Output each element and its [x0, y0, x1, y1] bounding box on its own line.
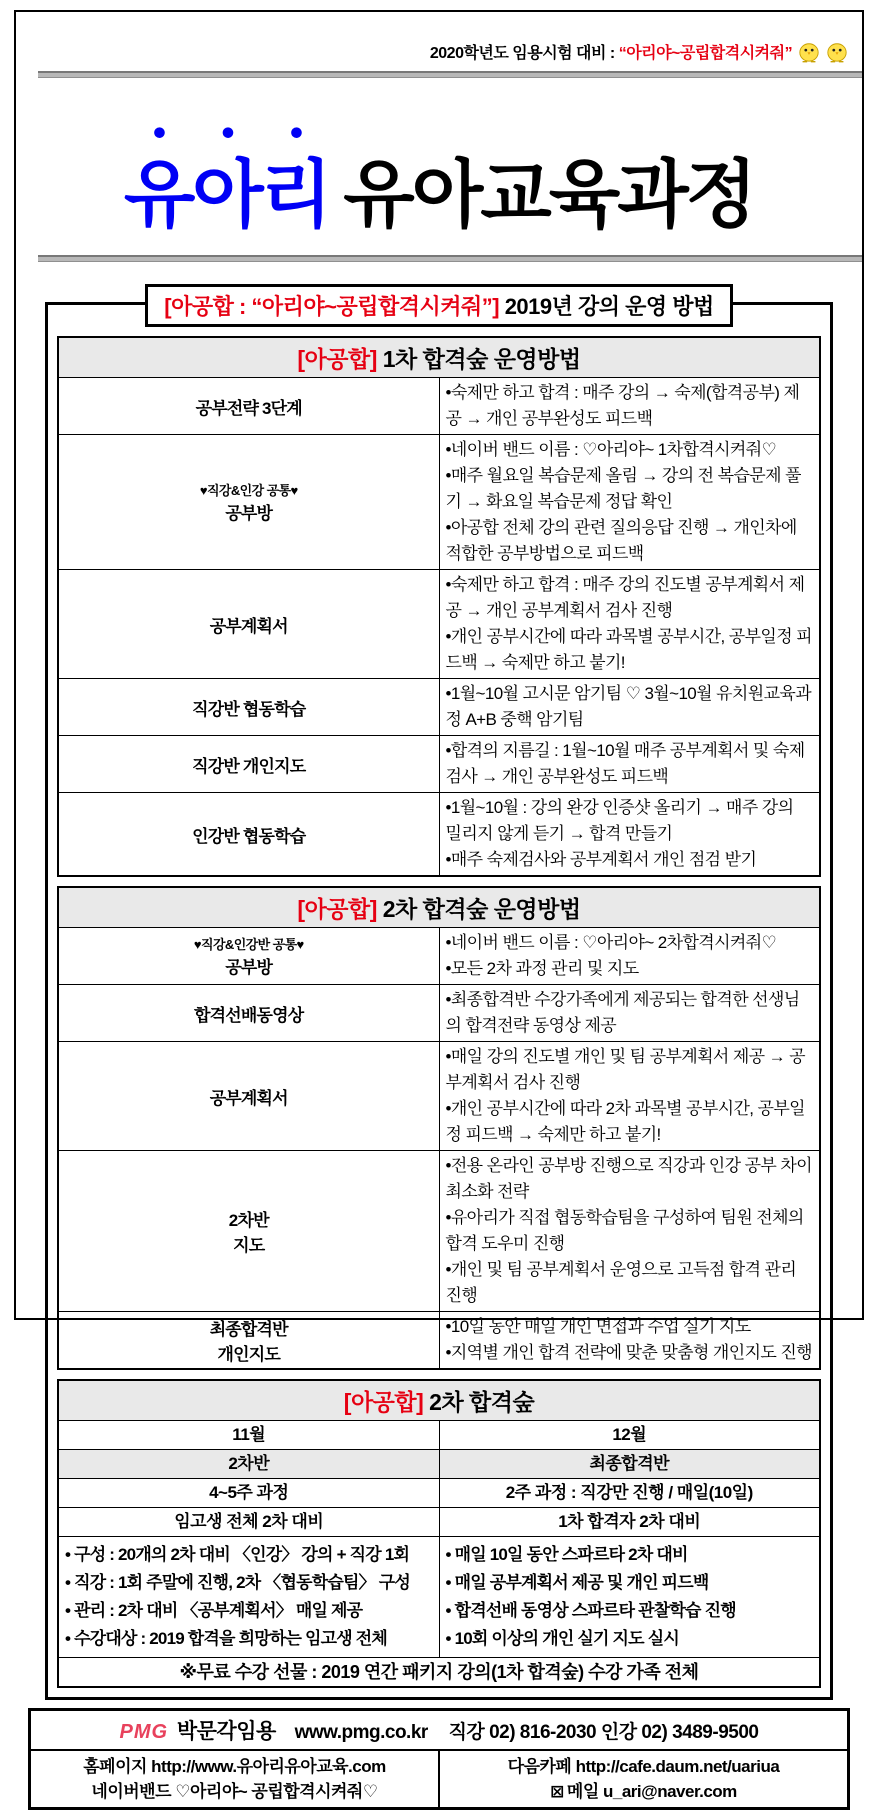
- month-row: [58, 1421, 820, 1450]
- bullet-line: •네이버 밴드 이름 : ♡아리야~ 1차합격시켜줘♡: [445, 440, 777, 460]
- page-title: [16, 78, 862, 247]
- details-cell-left: [58, 1537, 439, 1658]
- row-content: [439, 435, 820, 570]
- table-round2-operations: [57, 886, 821, 1370]
- footer-brand-row: [30, 1710, 849, 1751]
- chick-icon: [798, 41, 820, 63]
- bullet-line: • 구성 : 20개의 2차 대비 〈인강〉 강의 + 직강 1회: [65, 1545, 410, 1565]
- free-gift-note: ※무료 수강 선물 : 2019 연간 패키지 강의(1차 합격숲) 수강 가족 전체: [58, 1658, 820, 1688]
- bullet-line: •합격의 지름길 : 1월~10월 매주 공부계획서 및 숙제검사 → 개인 공부완성도 피드백: [445, 741, 805, 787]
- table-title: [58, 337, 820, 378]
- divider-title: [38, 255, 862, 262]
- bullet-line: •1월~10월 : 강의 완강 인증샷 올리기 → 매주 강의 밀리지 않게 듣기 → 합격 만들기: [445, 798, 794, 844]
- table-round1-operations: [57, 336, 821, 877]
- bullet-line: •숙제만 하고 합격 : 매주 강의 → 숙제(합격공부) 제공 → 개인 공부완성도 피드백: [445, 383, 800, 429]
- bullet-line: • 관리 : 2차 대비 〈공부계획서〉 매일 제공: [65, 1601, 363, 1621]
- table-row: [58, 679, 820, 736]
- row-label: 공부계획서: [58, 570, 439, 679]
- row-label-line2: 공부방: [225, 504, 273, 524]
- table-title: [58, 1380, 820, 1421]
- row-label-line1: 최종합격반: [209, 1320, 288, 1340]
- class-row: [58, 1450, 820, 1479]
- table-header-row: [58, 337, 820, 378]
- footer-contact-table: [28, 1708, 850, 1810]
- table-title-tag: [아공합]: [343, 1389, 424, 1416]
- publisher-phones: 직강 02) 816-2030 인강 02) 3489-9500: [448, 1722, 759, 1744]
- class-cell: 최종합격반: [439, 1450, 820, 1479]
- table-row: [58, 570, 820, 679]
- bullet-line: • 직강 : 1회 주말에 진행, 2차 〈협동학습팀〉 구성: [65, 1573, 410, 1593]
- bullet-line: •아공합 전체 강의 관련 질의응답 진행 → 개인차에 적합한 공부방법으로 피드백: [445, 518, 797, 564]
- table-row: [58, 985, 820, 1042]
- row-label: 공부계획서: [58, 1042, 439, 1151]
- publisher-name: 박문각임용: [176, 1720, 276, 1744]
- bullet-line: •매일 강의 진도별 개인 및 팀 공부계획서 제공 → 공부계획서 검사 진행: [445, 1047, 805, 1093]
- page: [14, 10, 864, 1802]
- banner-quote: “아리야~공립합격시켜줘”: [618, 45, 793, 62]
- table-title-tag: [아공합]: [297, 896, 377, 923]
- course-row: [58, 1479, 820, 1508]
- row-label-line2: 공부방: [225, 958, 273, 978]
- footnote-row: [58, 1658, 820, 1688]
- course-cell: 4~5주 과정: [58, 1479, 439, 1508]
- bullet-line: •1월~10월 고시문 암기팀 ♡ 3월~10월 유치원교육과정 A+B 중핵 암기팀: [445, 684, 812, 730]
- course-cell: 2주 과정 : 직강만 진행 / 매일(10일): [439, 1479, 820, 1508]
- table-row: [58, 435, 820, 570]
- table-title-text: 2차 합격숲: [423, 1389, 535, 1416]
- row-label-line1: ♥직강&인강반 공통♥: [193, 937, 304, 953]
- details-cell-right: [439, 1537, 820, 1658]
- row-content: [439, 378, 820, 435]
- table-title-tag: [아공합]: [297, 346, 377, 373]
- homepage-link: 홈페이지 http://www.유아리유아교육.com: [83, 1757, 386, 1777]
- bullet-line: •개인 공부시간에 따라 2차 과목별 공부시간, 공부일정 피드백 → 숙제만 하고 붙기!: [445, 1099, 806, 1145]
- footer-brand-line: [30, 1710, 849, 1751]
- table-title-text: 1차 합격숲 운영방법: [376, 346, 581, 373]
- details-row: [58, 1537, 820, 1658]
- title-brand: 유아리: [123, 153, 330, 236]
- row-label: [58, 435, 439, 570]
- row-label-line2: 개인지도: [217, 1345, 280, 1365]
- row-content: [439, 1151, 820, 1312]
- bullet-line: •네이버 밴드 이름 : ♡아리야~ 2차합격시켜줘♡: [445, 933, 777, 953]
- bullet-line: •숙제만 하고 합격 : 매주 강의 진도별 공부계획서 제공 → 개인 공부계획서 검사 진행: [445, 575, 805, 621]
- bullet-line: •유아리가 직접 협동학습팀을 구성하여 팀원 전체의 합격 도우미 진행: [445, 1208, 804, 1254]
- class-cell: 2차반: [58, 1450, 439, 1479]
- table-row: [58, 736, 820, 793]
- bullet-line: • 합격선배 동영상 스파르타 관찰학습 진행: [445, 1601, 736, 1621]
- publisher-url: www.pmg.co.kr: [294, 1722, 428, 1744]
- bullet-line: •개인 및 팀 공부계획서 운영으로 고득점 합격 관리 진행: [445, 1260, 797, 1306]
- bullet-line: •10일 동안 매일 개인 면접과 수업 실기 지도: [445, 1317, 751, 1337]
- table-row: [58, 1312, 820, 1370]
- divider-top: [38, 71, 862, 78]
- subtitle-red: [아공합 : “아리야~공립합격시켜줘”]: [164, 294, 500, 320]
- row-label-line1: ♥직강&인강 공통♥: [199, 483, 298, 499]
- row-label: 인강반 협동학습: [58, 793, 439, 877]
- table-header-row: [58, 1380, 820, 1421]
- bullet-line: • 매일 공부계획서 제공 및 개인 피드백: [445, 1573, 709, 1593]
- row-label: 직강반 개인지도: [58, 736, 439, 793]
- bullet-line: • 매일 10일 동안 스파르타 2차 대비: [445, 1545, 688, 1565]
- row-label: [58, 1312, 439, 1370]
- table-row: [58, 1042, 820, 1151]
- exam-banner: [16, 40, 862, 63]
- row-content: [439, 793, 820, 877]
- month-cell: 11월: [58, 1421, 439, 1450]
- row-content: [439, 1312, 820, 1370]
- daum-cafe-link: 다음카페 http://cafe.daum.net/uariua: [507, 1757, 780, 1777]
- row-label: 공부전략 3단계: [58, 378, 439, 435]
- table-title: [58, 887, 820, 928]
- naver-band-link: 네이버밴드 ♡아리야~ 공립합격시켜줘♡: [91, 1782, 378, 1802]
- month-cell: 12월: [439, 1421, 820, 1450]
- row-content: [439, 736, 820, 793]
- pmg-logo: PMG: [119, 1721, 169, 1744]
- table-header-row: [58, 887, 820, 928]
- mail-line: [440, 1779, 847, 1804]
- bullet-line: •매주 월요일 복습문제 올림 → 강의 전 복습문제 풀기 → 화요일 복습문제 정답 확인: [445, 466, 801, 512]
- operations-frame: [45, 294, 833, 1700]
- footer-links-row: [30, 1750, 849, 1809]
- chick-icon: [826, 41, 848, 63]
- table-title-text: 2차 합격숲 운영방법: [376, 896, 581, 923]
- table-row: [58, 928, 820, 985]
- footer-left-cell: [30, 1750, 440, 1809]
- row-label-line2: 지도: [233, 1236, 265, 1256]
- row-content: [439, 570, 820, 679]
- mail-address: 메일 u_ari@naver.com: [566, 1782, 737, 1802]
- target-cell: 1차 합격자 2차 대비: [439, 1508, 820, 1537]
- row-label: [58, 928, 439, 985]
- bullet-line: •모든 2차 과정 관리 및 지도: [445, 959, 639, 979]
- row-content: [439, 928, 820, 985]
- target-row: [58, 1508, 820, 1537]
- row-label-line1: 2차반: [228, 1211, 269, 1231]
- table-row: [58, 378, 820, 435]
- bullet-line: •매주 숙제검사와 공부계획서 개인 점검 받기: [445, 850, 757, 870]
- target-cell: 임고생 전체 2차 대비: [58, 1508, 439, 1537]
- title-rest: 유아교육과정: [343, 153, 755, 236]
- bullet-line: •개인 공부시간에 따라 과목별 공부시간, 공부일정 피드백 → 숙제만 하고 붙기!: [445, 627, 812, 673]
- table-round2-schedule: [57, 1379, 821, 1688]
- bullet-line: •지역별 개인 합격 전략에 맞춘 맞춤형 개인지도 진행: [445, 1343, 812, 1363]
- bullet-line: • 수강대상 : 2019 합격을 희망하는 임고생 전체: [65, 1629, 388, 1649]
- table-row: [58, 793, 820, 877]
- row-content: [439, 985, 820, 1042]
- banner-prefix: 2020학년도 임용시험 대비 :: [429, 45, 619, 62]
- footer-right-cell: [439, 1750, 849, 1809]
- subtitle-box: [145, 284, 732, 327]
- row-label: [58, 1151, 439, 1312]
- row-content: [439, 1042, 820, 1151]
- mail-icon: ⊠: [550, 1782, 564, 1802]
- bullet-line: •최종합격반 수강가족에게 제공되는 합격한 선생님의 합격전략 동영상 제공: [445, 990, 800, 1036]
- row-content: [439, 679, 820, 736]
- bullet-line: • 10회 이상의 개인 실기 지도 실시: [445, 1629, 679, 1649]
- bullet-line: •전용 온라인 공부방 진행으로 직강과 인강 공부 차이 최소화 전략: [445, 1156, 812, 1202]
- table-row: [58, 1151, 820, 1312]
- row-label: 합격선배동영상: [58, 985, 439, 1042]
- subtitle-black: 2019년 강의 운영 방법: [499, 294, 714, 320]
- row-label: 직강반 협동학습: [58, 679, 439, 736]
